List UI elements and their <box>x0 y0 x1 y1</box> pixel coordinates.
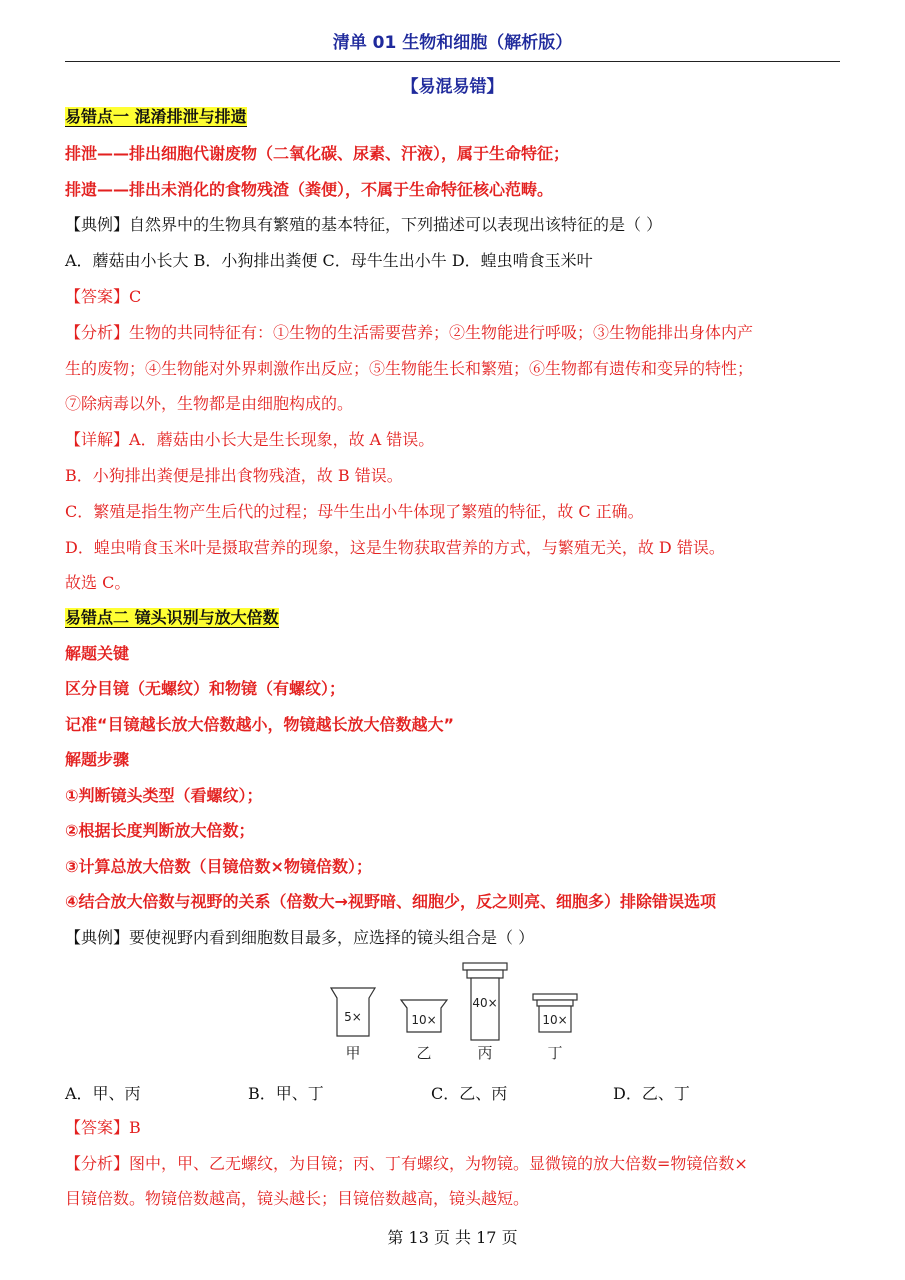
example-text: 要使视野内看到细胞数目最多，应选择的镜头组合是（ ） <box>129 928 535 947</box>
point2-analysis-1 <box>65 1153 748 1175</box>
header-divider <box>65 61 840 62</box>
lens-yi-name: 乙 <box>416 1044 432 1062</box>
analysis-text: 图中，甲、乙无螺纹，为目镜；丙、丁有螺纹，为物镜。显微镜的放大倍数=物镜倍数× <box>129 1154 748 1173</box>
point1-detail-1 <box>65 429 434 451</box>
option-d: D．乙、丁 <box>613 1084 690 1103</box>
lens-ding-mag: 10× <box>542 1013 568 1027</box>
point1-detail-2: B．小狗排出粪便是排出食物残渣，故 B 错误。 <box>65 466 403 485</box>
example-label: 【典例】 <box>65 215 130 234</box>
point2-key-1: 区分目镜（无螺纹）和物镜（有螺纹）； <box>65 679 346 698</box>
point2-step-4: ④结合放大倍数与视野的关系（倍数大→视野暗、细胞少，反之则亮、细胞多）排除错误选项 <box>65 892 716 911</box>
point1-conclusion: 故选 C。 <box>65 573 131 592</box>
option-a: A．甲、丙 <box>65 1084 141 1103</box>
point2-key-2: 记准“目镜越长放大倍数越小，物镜越长放大倍数越大” <box>65 715 455 734</box>
section-title: 【易混易错】 <box>401 77 504 97</box>
lens-jia-mag: 5× <box>344 1010 362 1024</box>
option-b: B．甲、丁 <box>248 1084 324 1103</box>
point1-example <box>65 214 662 236</box>
lens-diagram <box>325 960 585 1070</box>
point1-analysis-2: 生的废物；④生物能对外界刺激作出反应；⑤生物能生长和繁殖；⑥生物都有遗传和变异的特性； <box>65 359 754 378</box>
point1-title: 易错点一 混淆排泄与排遗 <box>65 107 247 126</box>
lens-ding-name: 丁 <box>547 1044 563 1062</box>
answer-label: 【答案】 <box>65 1118 130 1137</box>
lens-ding <box>533 994 577 1062</box>
point2-step-3: ③计算总放大倍数（目镜倍数×物镜倍数）； <box>65 857 372 876</box>
analysis-text: 生物的共同特征有：①生物的生活需要营养；②生物能进行呼吸；③生物能排出身体内产 <box>129 323 754 342</box>
answer-value: B <box>129 1118 141 1137</box>
point2-title: 易错点二 镜头识别与放大倍数 <box>65 608 279 627</box>
lens-bing-name: 丙 <box>477 1044 493 1062</box>
point1-detail-4: D．蝗虫啃食玉米叶是摄取营养的现象，这是生物获取营养的方式，与繁殖无关，故 D 错误。 <box>65 538 725 557</box>
lens-bing <box>463 963 507 1062</box>
point2-steps-heading: 解题步骤 <box>65 750 130 769</box>
detail-label: 【详解】 <box>65 430 130 449</box>
point1-line-1: 排泄——排出细胞代谢废物（二氧化碳、尿素、汗液），属于生命特征； <box>65 144 570 163</box>
lens-jia <box>331 988 375 1062</box>
lens-diagram-svg <box>325 960 585 1070</box>
point2-step-1: ①判断镜头类型（看螺纹）； <box>65 786 263 805</box>
point1-line-2: 排遗——排出未消化的食物残渣（粪便），不属于生命特征核心范畴。 <box>65 180 554 199</box>
lens-yi-mag: 10× <box>411 1013 437 1027</box>
point2-step-2: ②根据长度判断放大倍数； <box>65 821 255 840</box>
page-footer: 第 13 页 共 17 页 <box>387 1228 518 1247</box>
lens-jia-name: 甲 <box>345 1044 361 1062</box>
page-header-title: 清单 01 生物和细胞（解析版） <box>332 33 573 53</box>
point2-key-heading: 解题关键 <box>65 644 130 663</box>
point1-detail-3: C．繁殖是指生物产生后代的过程；母牛生出小牛体现了繁殖的特征，故 C 正确。 <box>65 502 644 521</box>
answer-value: C <box>129 287 142 306</box>
example-label: 【典例】 <box>65 928 130 947</box>
point1-options: A．蘑菇由小长大 B．小狗排出粪便 C．母牛生出小牛 D．蝗虫啃食玉米叶 <box>65 251 593 270</box>
analysis-label: 【分析】 <box>65 323 130 342</box>
lens-bing-mag: 40× <box>472 996 498 1010</box>
analysis-label: 【分析】 <box>65 1154 130 1173</box>
answer-label: 【答案】 <box>65 287 130 306</box>
lens-yi <box>401 1000 447 1062</box>
point2-answer <box>65 1117 141 1139</box>
option-c: C．乙、丙 <box>431 1084 508 1103</box>
point2-example <box>65 927 534 949</box>
detail-text: A．蘑菇由小长大是生长现象，故 A 错误。 <box>129 430 435 449</box>
point1-analysis-3: ⑦除病毒以外，生物都是由细胞构成的。 <box>65 394 354 413</box>
point2-title-line <box>65 607 279 629</box>
point1-title-line <box>65 106 247 128</box>
point1-answer <box>65 286 141 308</box>
example-text: 自然界中的生物具有繁殖的基本特征，下列描述可以表现出该特征的是（ ） <box>129 215 663 234</box>
point2-analysis-2: 目镜倍数。物镜倍数越高，镜头越长；目镜倍数越高，镜头越短。 <box>65 1189 530 1208</box>
point1-analysis-1 <box>65 322 753 344</box>
